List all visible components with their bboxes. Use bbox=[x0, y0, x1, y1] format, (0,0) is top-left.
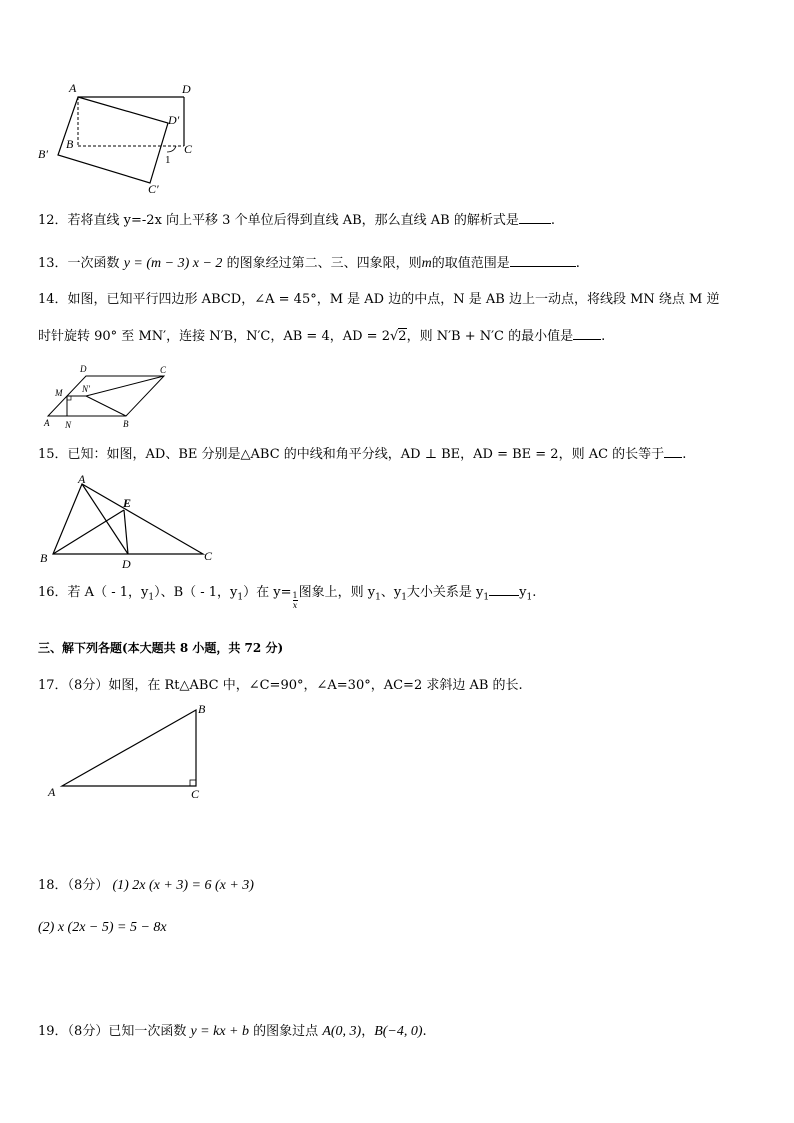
segment-ED bbox=[124, 510, 128, 554]
question-number: 13． bbox=[38, 256, 68, 271]
triangle-ABC bbox=[62, 710, 196, 786]
rotated-rectangle bbox=[58, 97, 168, 183]
parallelogram-ABCD bbox=[48, 376, 164, 416]
label-D: D bbox=[182, 82, 191, 96]
question-number: 17． bbox=[38, 678, 68, 693]
label-N: N bbox=[65, 420, 72, 430]
label-C: C bbox=[204, 549, 213, 563]
label-D: D bbox=[122, 557, 131, 571]
sqrt-icon: √ bbox=[389, 329, 399, 344]
question-15: 15．已知：如图，AD、BE 分别是△ABC 的中线和角平分线，AD ⊥ BE，AD = BE = 2，则 AC 的长等于 . bbox=[38, 447, 687, 462]
question-number: 15． bbox=[38, 447, 68, 462]
formula: y = (m − 3) x − 2 bbox=[123, 256, 223, 271]
question-19: 19．（8分）已知一次函数 y = kx + b 的图象过点 A(0, 3)，B(−4, 0). bbox=[38, 1024, 427, 1039]
label-E: E bbox=[123, 496, 132, 510]
question-text: 若将直线 y=-2x 向上平移 3 个单位后得到直线 AB，那么直线 AB 的解析式是 bbox=[67, 213, 519, 228]
answer-blank bbox=[489, 583, 519, 596]
answer-blank bbox=[519, 211, 551, 224]
question-12: 12．若将直线 y=-2x 向上平移 3 个单位后得到直线 AB，那么直线 AB 的解析式是 . bbox=[38, 213, 555, 228]
label-M: M bbox=[55, 388, 63, 398]
question-number: 16． bbox=[38, 585, 68, 600]
label-B: B bbox=[123, 419, 129, 429]
question-14-line-2: 时针旋转 90° 至 MN′，连接 N′B，N′C，AB = 4，AD = 2√2，则 N′B + N′C 的最小值是 . bbox=[38, 329, 606, 344]
equation-1: (1) 2x (x + 3) = 6 (x + 3) bbox=[112, 878, 254, 893]
fraction: $\frac{1}{x}$ bbox=[292, 591, 298, 610]
right-angle-mark bbox=[67, 396, 71, 400]
question-number: 18． bbox=[38, 878, 68, 893]
answer-blank bbox=[510, 254, 576, 267]
section-3-title: 三、解下列各题(本大题共 8 小题，共 72 分) bbox=[38, 641, 284, 655]
figure-parallelogram bbox=[36, 362, 176, 432]
label-A: A bbox=[69, 81, 77, 95]
question-13: 13．一次函数 y = (m − 3) x − 2 的图象经过第二、三、四象限，则m的取值范围是 . bbox=[38, 256, 580, 271]
equation-2: (2) x (2x − 5) = 5 − 8x bbox=[38, 920, 167, 935]
label-N-prime: N′ bbox=[82, 384, 90, 394]
question-18-part-1: 18．（8分） (1) 2x (x + 3) = 6 (x + 3) bbox=[38, 878, 254, 893]
label-C: C bbox=[184, 142, 193, 156]
answer-blank bbox=[664, 445, 682, 458]
question-number: 12． bbox=[38, 213, 68, 228]
label-C: C bbox=[191, 787, 200, 801]
question-16: 16．若 A（ - 1，$y_1$）、B（ - 1，$y_1$）在 y= $\frac{1}{x}$ 图象上，则 $y_1$、$y_1$大小关系是 $y_1$ $y_1$. bbox=[38, 585, 537, 610]
label-angle-1: 1 bbox=[165, 154, 171, 166]
label-D-prime: D′ bbox=[168, 113, 180, 127]
figure-right-triangle bbox=[44, 700, 224, 804]
right-angle-mark bbox=[190, 780, 196, 786]
point-B: B(−4, 0) bbox=[374, 1024, 423, 1039]
angle-1-arc bbox=[167, 146, 176, 152]
answer-blank bbox=[573, 327, 601, 340]
segment-Nprime-C bbox=[86, 376, 164, 396]
median-AD bbox=[82, 484, 128, 554]
figure-triangle-ABC bbox=[38, 474, 218, 572]
label-A: A bbox=[78, 474, 86, 486]
label-C-prime: C′ bbox=[148, 182, 159, 195]
label-D: D bbox=[80, 364, 87, 374]
question-number: 19． bbox=[38, 1024, 68, 1039]
label-A: A bbox=[48, 785, 56, 799]
question-17: 17．（8分）如图，在 Rt△ABC 中，∠C=90°，∠A=30°，AC=2 求斜边 AB 的长. bbox=[38, 678, 523, 693]
question-18-part-2 bbox=[38, 918, 167, 938]
label-B: B bbox=[198, 702, 206, 716]
figure-rotated-rectangle bbox=[36, 80, 206, 195]
segment-Nprime-B bbox=[86, 396, 126, 416]
formula: y = kx + b bbox=[190, 1024, 250, 1039]
label-B-prime: B′ bbox=[38, 147, 48, 161]
triangle-ABC bbox=[53, 484, 203, 554]
label-B: B bbox=[66, 137, 74, 151]
question-14-line-1: 14．如图，已知平行四边形 ABCD，∠A = 45°，M 是 AD 边的中点，N 是 AB 边上一动点，将线段 MN 绕点 M 逆 bbox=[38, 292, 720, 307]
label-B: B bbox=[40, 551, 48, 565]
question-number: 14． bbox=[38, 292, 68, 307]
label-A: A bbox=[44, 418, 50, 428]
label-C: C bbox=[160, 365, 167, 375]
point-A: A(0, 3) bbox=[322, 1024, 362, 1039]
